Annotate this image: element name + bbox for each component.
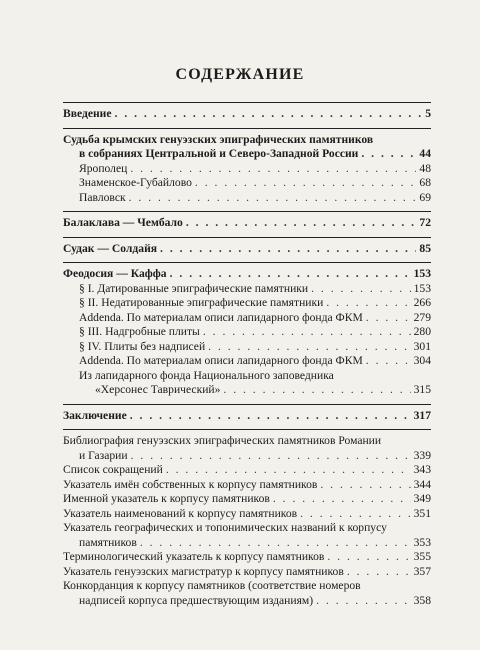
entry-title: Судак — Солдайя xyxy=(63,241,158,255)
page-number: 72 xyxy=(419,216,431,229)
leader-dots xyxy=(195,176,416,191)
toc-entry-index-titles[interactable] xyxy=(63,507,431,522)
toc-entry-sudak[interactable] xyxy=(63,242,431,257)
page-number: 317 xyxy=(413,408,431,422)
page-number: 85 xyxy=(419,241,431,255)
table-of-contents xyxy=(63,102,431,608)
entry-title: Addenda. По материалам описи лапидарного фонда ФКМ xyxy=(79,354,363,367)
leader-dots xyxy=(300,507,411,522)
entry-title: Указатель имён собственных к корпусу памятников xyxy=(63,477,318,491)
leader-dots xyxy=(320,478,410,493)
entry-title: Заключение xyxy=(63,408,127,422)
entry-title: в собраниях Центральной и Северо-Западной России xyxy=(79,147,359,160)
page-number: 353 xyxy=(413,535,431,549)
page-number: 44 xyxy=(419,147,431,160)
entry-title: Указатель генуэзских магистратур к корпусу памятников xyxy=(63,564,344,578)
entry-title: Павловск xyxy=(79,190,126,204)
entry-title: и Газарии xyxy=(79,448,128,462)
page-number: 357 xyxy=(413,564,431,578)
leader-dots xyxy=(115,107,423,122)
toc-entry-abbreviations[interactable] xyxy=(63,463,431,478)
toc-entry-index-nominal[interactable] xyxy=(63,492,431,507)
entry-title: Ярополец xyxy=(79,161,128,175)
leader-dots xyxy=(130,409,411,424)
page-number: 153 xyxy=(413,281,431,295)
page-number: 343 xyxy=(413,463,431,476)
leader-dots xyxy=(361,147,416,162)
page-number: 5 xyxy=(425,107,431,120)
entry-title: надписей корпуса предшествующим изданиям) xyxy=(79,593,314,607)
leader-dots xyxy=(311,282,411,297)
toc-entry-index-magistracies[interactable] xyxy=(63,565,431,580)
leader-dots xyxy=(130,162,416,177)
entry-title: § I. Датированные эпиграфические памятники xyxy=(79,281,309,295)
leader-dots xyxy=(273,492,411,507)
toc-entry-intro[interactable] xyxy=(63,107,431,122)
toc-entry-index-terms[interactable] xyxy=(63,550,431,565)
entry-title: Балаклава — Чембало xyxy=(63,216,183,229)
entry-title: § III. Надгробные плиты xyxy=(79,325,200,338)
page-number: 358 xyxy=(413,593,431,607)
toc-entry-s4[interactable] xyxy=(63,340,431,355)
leader-dots xyxy=(326,296,410,311)
toc-entry-index-names[interactable] xyxy=(63,478,431,493)
entry-title: Addenda. По материалам описи лапидарного фонда ФКМ xyxy=(79,310,363,324)
toc-entry-s1[interactable] xyxy=(63,282,431,297)
leader-dots xyxy=(347,565,411,580)
leader-dots xyxy=(131,449,411,464)
page-number: 315 xyxy=(413,383,431,396)
entry-title: Терминологический указатель к корпусу памятников xyxy=(63,550,325,563)
leader-dots xyxy=(366,354,411,369)
entry-title: Знаменское-Губайлово xyxy=(79,176,192,189)
page-number: 355 xyxy=(413,550,431,563)
toc-entry-addenda-1[interactable] xyxy=(63,311,431,326)
toc-entry-feodosia[interactable] xyxy=(63,267,431,282)
leader-dots xyxy=(170,267,411,282)
entry-title: Конкорданция к корпусу памятников (соответствие номеров xyxy=(63,579,361,592)
toc-entry-conclusion[interactable] xyxy=(63,409,431,424)
toc-entry-yaropolets[interactable] xyxy=(63,162,431,177)
toc-entry-s2[interactable] xyxy=(63,296,431,311)
leader-dots xyxy=(160,242,416,257)
entry-title: § IV. Плиты без надписей xyxy=(79,339,206,353)
page-number: 280 xyxy=(413,325,431,338)
entry-title: Феодосия — Каффа xyxy=(63,267,167,280)
page-number: 153 xyxy=(413,267,431,280)
toc-entry-sudba[interactable] xyxy=(63,147,431,162)
entry-title: Указатель наименований к корпусу памятников xyxy=(63,506,298,520)
page-number: 339 xyxy=(413,448,431,462)
page-title: СОДЕРЖАНИЕ xyxy=(175,66,305,83)
page-number: 349 xyxy=(413,492,431,505)
entry-title: Библиография генуэзских эпиграфических памятников Романии xyxy=(63,434,382,447)
toc-entry-znamenskoe[interactable] xyxy=(63,176,431,191)
entry-title: § II. Недатированные эпиграфические памятники xyxy=(79,296,324,309)
page-number: 69 xyxy=(419,190,431,204)
leader-dots xyxy=(166,463,411,478)
leader-dots xyxy=(208,340,410,355)
leader-dots xyxy=(223,383,410,398)
page-number: 301 xyxy=(413,339,431,353)
toc-entry-addenda-2[interactable] xyxy=(63,354,431,369)
page-number: 351 xyxy=(413,506,431,520)
toc-entry-pavlovsk[interactable] xyxy=(63,191,431,206)
page-number: 68 xyxy=(419,176,431,189)
entry-title: Судьба крымских генуэзских эпиграфических памятников xyxy=(63,132,374,146)
entry-title: Указатель географических и топонимических названий к корпусу xyxy=(63,521,387,534)
page-number: 279 xyxy=(413,310,431,324)
entry-title: Список сокращений xyxy=(63,463,163,476)
page-number: 48 xyxy=(419,161,431,175)
toc-entry-bibliography[interactable] xyxy=(63,449,431,464)
page-number: 304 xyxy=(413,354,431,367)
leader-dots xyxy=(129,191,417,206)
entry-title: Введение xyxy=(63,107,112,120)
toc-entry-concordance[interactable] xyxy=(63,594,431,609)
leader-dots xyxy=(203,325,411,340)
toc-entry-khersones[interactable] xyxy=(63,383,431,398)
toc-entry-index-geo[interactable] xyxy=(63,536,431,551)
leader-dots xyxy=(186,216,417,231)
toc-entry-balaklava[interactable] xyxy=(63,216,431,231)
leader-dots xyxy=(140,536,411,551)
leader-dots xyxy=(366,311,411,326)
entry-title: Из лапидарного фонда Национального заповедника xyxy=(79,368,334,382)
leader-dots xyxy=(316,594,411,609)
entry-title: памятников xyxy=(79,535,137,549)
toc-entry-s3[interactable] xyxy=(63,325,431,340)
page-number: 266 xyxy=(413,296,431,309)
leader-dots xyxy=(327,550,410,565)
entry-title: Именной указатель к корпусу памятников xyxy=(63,492,270,505)
entry-title: «Херсонес Таврический» xyxy=(95,383,221,396)
page-number: 344 xyxy=(413,477,431,491)
